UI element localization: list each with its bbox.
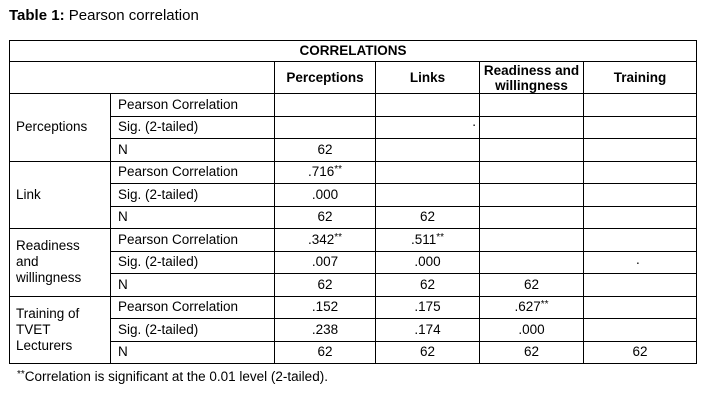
- col-header-perceptions: Perceptions: [275, 62, 376, 94]
- col-header-training: Training: [584, 62, 697, 94]
- row-group-link: Link: [10, 161, 111, 229]
- cell-value: 62: [275, 341, 376, 364]
- table-row: [10, 229, 697, 252]
- footnote-mark: **: [17, 369, 25, 380]
- stat-label-n: N: [111, 139, 275, 162]
- table-row: [10, 274, 697, 297]
- col-header-readiness: [480, 62, 584, 94]
- stat-label-pearson: Pearson Correlation: [111, 161, 275, 184]
- header-blank-cell: [10, 62, 275, 94]
- cell-value: .007: [275, 251, 376, 274]
- row-group-perceptions: Perceptions: [10, 94, 111, 162]
- cell-value: .000: [480, 319, 584, 342]
- table-caption: [9, 6, 199, 26]
- col-header-readiness-line1: Readiness and: [483, 62, 580, 78]
- col-header-readiness-line2: willingness: [495, 77, 568, 93]
- cell-value: .000: [376, 251, 480, 274]
- row-group-training: Training of TVET Lecturers: [10, 296, 111, 364]
- table-footnote: [17, 368, 328, 386]
- caption-title: Pearson correlation: [68, 7, 199, 24]
- table-row: [10, 319, 697, 342]
- stat-label-pearson: Pearson Correlation: [111, 94, 275, 117]
- cell-value: .238: [275, 319, 376, 342]
- cell-value: 62: [584, 341, 697, 364]
- cell-value: 62: [275, 206, 376, 229]
- table-row: [10, 341, 697, 364]
- cell-value: 62: [275, 139, 376, 162]
- cell-value: 62: [480, 341, 584, 364]
- cell-value: 62: [480, 274, 584, 297]
- stat-label-sig: Sig. (2-tailed): [111, 116, 275, 139]
- stat-label-pearson: Pearson Correlation: [111, 229, 275, 252]
- cell-value: .175: [376, 296, 480, 319]
- col-header-links: Links: [376, 62, 480, 94]
- table-row: [10, 206, 697, 229]
- cell-value: .627**: [480, 296, 584, 319]
- caption-label: Table 1:: [9, 7, 65, 24]
- stat-label-sig: Sig. (2-tailed): [111, 251, 275, 274]
- cell-value: .342**: [275, 229, 376, 252]
- stat-label-n: N: [111, 206, 275, 229]
- table-title-row: [10, 41, 697, 62]
- table-title: CORRELATIONS: [10, 41, 697, 62]
- stray-mark: .: [472, 113, 476, 129]
- stat-label-sig: Sig. (2-tailed): [111, 184, 275, 207]
- significance-mark: **: [334, 231, 343, 243]
- row-group-readiness: Readiness and willingness: [10, 229, 111, 297]
- table-row: [10, 184, 697, 207]
- stat-label-n: N: [111, 341, 275, 364]
- cell-value: 62: [376, 274, 480, 297]
- cell-value: .152: [275, 296, 376, 319]
- cell-value: 62: [275, 274, 376, 297]
- cell-value: 62: [376, 206, 480, 229]
- correlations-table: [9, 40, 697, 364]
- stat-label-sig: Sig. (2-tailed): [111, 319, 275, 342]
- stat-label-n: N: [111, 274, 275, 297]
- significance-mark: **: [334, 164, 343, 176]
- stat-label-pearson: Pearson Correlation: [111, 296, 275, 319]
- table-row: [10, 116, 697, 139]
- cell-value: .511**: [376, 229, 480, 252]
- footnote-text: Correlation is significant at the 0.01 level (2-tailed).: [24, 369, 328, 384]
- column-header-row: [10, 62, 697, 94]
- significance-mark: **: [540, 299, 549, 311]
- cell-value: .716**: [275, 161, 376, 184]
- significance-mark: **: [436, 231, 445, 243]
- table-row: [10, 161, 697, 184]
- cell-value: .000: [275, 184, 376, 207]
- cell-value: 62: [376, 341, 480, 364]
- table-row: [10, 251, 697, 274]
- stray-mark: .: [636, 251, 640, 267]
- table-row: [10, 94, 697, 117]
- table-row: [10, 139, 697, 162]
- table-row: [10, 296, 697, 319]
- cell-value: .174: [376, 319, 480, 342]
